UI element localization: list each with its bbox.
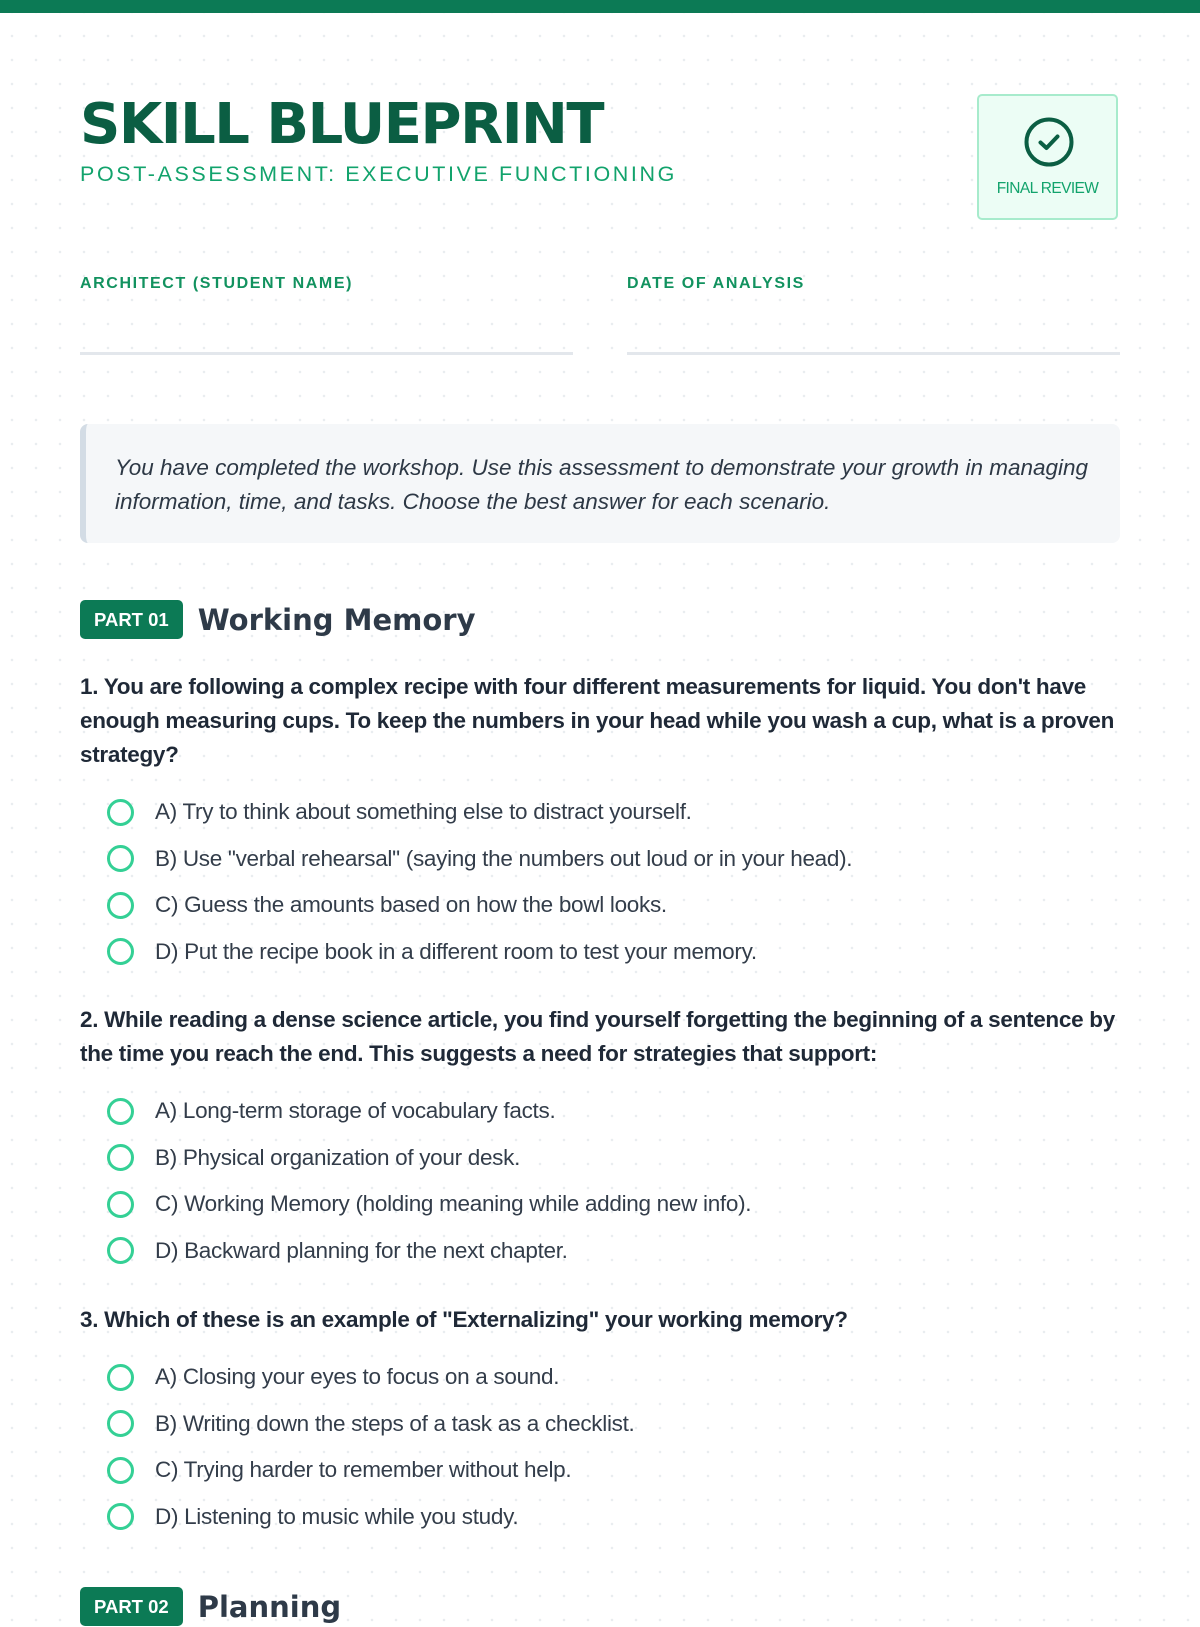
answer-options [80, 1088, 1120, 1274]
radio-button[interactable] [107, 1457, 134, 1484]
radio-button[interactable] [107, 845, 134, 872]
radio-button[interactable] [107, 1503, 134, 1530]
answer-option[interactable] [80, 836, 1120, 883]
student-name-label: ARCHITECT (STUDENT NAME) [80, 275, 354, 292]
answer-option[interactable] [80, 882, 1120, 929]
option-label: B) Use "verbal rehearsal" (saying the numbers out loud or in your head). [155, 845, 853, 871]
answer-option[interactable] [80, 789, 1120, 836]
radio-button[interactable] [107, 1144, 134, 1171]
radio-button[interactable] [107, 1098, 134, 1125]
top-accent-bar [0, 0, 1200, 13]
question-3 [80, 1303, 1120, 1540]
answer-options [80, 1354, 1120, 1540]
student-name-field[interactable] [80, 275, 573, 293]
intro-callout: You have completed the workshop. Use this assessment to demonstrate your growth in managing information, time, and tasks. Choose the best answer for each scenario. [80, 424, 1120, 543]
option-label: B) Physical organization of your desk. [155, 1144, 521, 1170]
radio-button[interactable] [107, 938, 134, 965]
answer-option[interactable] [80, 1401, 1120, 1448]
final-review-badge [977, 94, 1118, 220]
option-label: C) Trying harder to remember without help. [155, 1457, 572, 1483]
date-field[interactable] [627, 275, 1120, 293]
option-label: A) Closing your eyes to focus on a sound. [155, 1364, 560, 1390]
radio-button[interactable] [107, 1364, 134, 1391]
answer-options [80, 789, 1120, 975]
section-title: Working Memory [197, 602, 476, 637]
part-badge: PART 01 [80, 600, 183, 639]
section-header [80, 600, 476, 639]
radio-button[interactable] [107, 1237, 134, 1264]
radio-button[interactable] [107, 1191, 134, 1218]
answer-option[interactable] [80, 1228, 1120, 1275]
page-title: SKILL BLUEPRINT [80, 92, 604, 157]
answer-option[interactable] [80, 1447, 1120, 1494]
student-name-line[interactable] [80, 352, 573, 355]
section-title: Planning [197, 1589, 342, 1624]
option-label: D) Listening to music while you study. [155, 1503, 519, 1529]
radio-button[interactable] [107, 799, 134, 826]
date-line[interactable] [627, 352, 1120, 355]
date-label: DATE OF ANALYSIS [627, 275, 805, 292]
radio-button[interactable] [107, 892, 134, 919]
check-circle-icon [1023, 116, 1075, 168]
part-badge: PART 02 [80, 1587, 183, 1626]
question-text: 3. Which of these is an example of "Externalizing" your working memory? [80, 1307, 848, 1332]
option-label: C) Guess the amounts based on how the bowl looks. [155, 892, 667, 918]
badge-label: FINAL REVIEW [996, 180, 1099, 197]
section-header [80, 1587, 341, 1626]
answer-option[interactable] [80, 1354, 1120, 1401]
option-label: A) Long-term storage of vocabulary facts. [155, 1098, 556, 1124]
answer-option[interactable] [80, 1494, 1120, 1541]
page-subtitle: POST-ASSESSMENT: EXECUTIVE FUNCTIONING [80, 162, 677, 186]
option-label: B) Writing down the steps of a task as a checklist. [155, 1410, 635, 1436]
answer-option[interactable] [80, 929, 1120, 976]
option-label: D) Put the recipe book in a different room to test your memory. [155, 938, 757, 964]
answer-option[interactable] [80, 1088, 1120, 1135]
question-text: 1. You are following a complex recipe with four different measurements for liquid. You don't have enough measuring cups. To keep the numbers in your head while you wash a cup, what is a proven strategy? [80, 674, 1115, 767]
question-1 [80, 670, 1120, 975]
answer-option[interactable] [80, 1181, 1120, 1228]
question-text: 2. While reading a dense science article, you find yourself forgetting the beginning of a sentence by the time you reach the end. This suggests a need for strategies that support: [80, 1007, 1115, 1066]
option-label: D) Backward planning for the next chapter. [155, 1237, 568, 1263]
question-2 [80, 1003, 1120, 1274]
radio-button[interactable] [107, 1410, 134, 1437]
option-label: A) Try to think about something else to distract yourself. [155, 799, 692, 825]
option-label: C) Working Memory (holding meaning while adding new info). [155, 1191, 752, 1217]
answer-option[interactable] [80, 1135, 1120, 1182]
